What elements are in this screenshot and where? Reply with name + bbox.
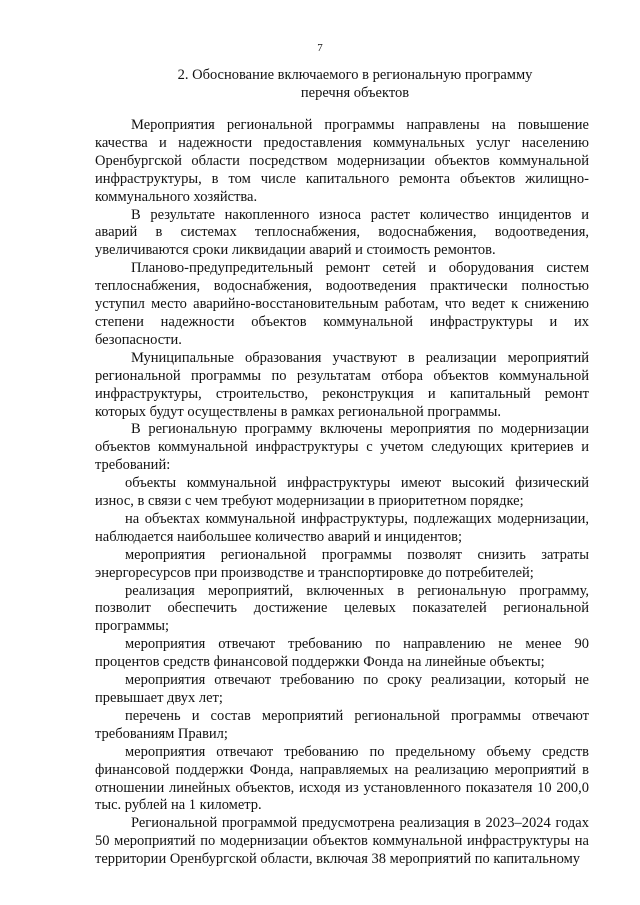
document-body bbox=[95, 117, 589, 869]
criteria-item: перечень и состав мероприятий региональной программы отвечают требованиям Правил; bbox=[95, 707, 589, 742]
paragraph: Муниципальные образования участвуют в реализации мероприятий региональной программы по результатам отбора объектов коммунальной инфраструктуры, строительство, реконструкция и капитальный ремонт которых будут осуществлены в рамках региональной программы. bbox=[95, 349, 589, 420]
paragraph: Региональной программой предусмотрена реализация в 2023–2024 годах 50 мероприятий по модернизации объектов коммунальной инфраструктуры на территории Оренбургской области, включая 38 мероприятий по капитальному bbox=[95, 815, 589, 868]
criteria-item: мероприятия отвечают требованию по сроку реализации, который не превышает двух лет; bbox=[95, 672, 589, 706]
criteria-item: на объектах коммунальной инфраструктуры, подлежащих модернизации, наблюдается наибольшее количество аварий и инцидентов; bbox=[95, 510, 589, 545]
paragraph: Планово-предупредительный ремонт сетей и оборудования систем теплоснабжения, водоснабжения, водоотведения практически полностью уступил место аварийно-восстановительным работам, что ведет к снижению степени надежности объектов коммунальной инфраструктуры и их безопасности. bbox=[95, 260, 589, 348]
criteria-item: реализация мероприятий, включенных в региональную программу, позволит обеспечить достижение целевых показателей региональной программы; bbox=[95, 582, 589, 635]
section-title-line-1: 2. Обоснование включаемого в региональную программу bbox=[177, 67, 533, 83]
paragraph: Мероприятия региональной программы направлены на повышение качества и надежности предоставления коммунальных услуг населению Оренбургской области посредством модернизации объектов коммунальной инфраструктуры, в том числе капитального ремонта объектов жилищно-коммунального хозяйства. bbox=[95, 117, 589, 205]
section-title-line-2: перечня объектов bbox=[300, 85, 410, 101]
criteria-item: объекты коммунальной инфраструктуры имеют высокий физический износ, в связи с чем требуют модернизации в приоритетном порядке; bbox=[95, 475, 589, 510]
criteria-item: мероприятия отвечают требованию по направлению не менее 90 процентов средств финансовой поддержки Фонда на линейные объекты; bbox=[95, 636, 589, 671]
criteria-item: мероприятия отвечают требованию по предельному объему средств финансовой поддержки Фонда, направляемых на реализацию мероприятий в отношении линейных объектов, исходя из установленного показателя 10 200,0 тыс. рублей на 1 километр. bbox=[95, 743, 589, 814]
paragraph: В региональную программу включены мероприятия по модернизации объектов коммунальной инфраструктуры с учетом следующих критериев и требований: bbox=[95, 421, 589, 474]
criteria-item: мероприятия региональной программы позволят снизить затраты энергоресурсов при производстве и транспортировке до потребителей; bbox=[95, 546, 589, 581]
section-title bbox=[120, 66, 590, 102]
paragraph: В результате накопленного износа растет количество инцидентов и аварий в системах теплоснабжения, водоснабжения, водоотведения, увеличиваются сроки ликвидации аварий и стоимость ремонтов. bbox=[95, 206, 589, 259]
page-number: 7 bbox=[317, 42, 323, 54]
